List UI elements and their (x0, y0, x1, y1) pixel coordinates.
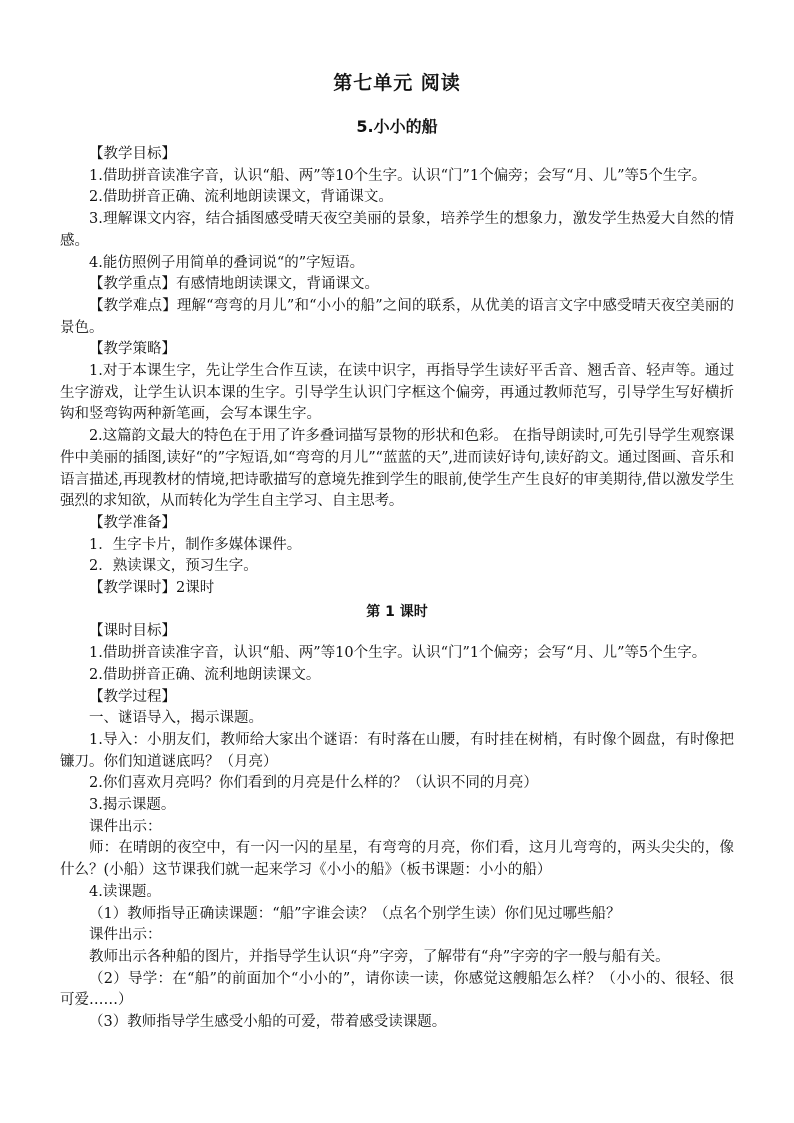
unit-title: 第七单元 阅读 (333, 72, 461, 94)
section-key-points: 【教学重点】有感情地朗读课文，背诵课文。 (89, 276, 379, 293)
paragraph: 2.你们喜欢月亮吗？你们看到的月亮是什么样的？（认识不同的月亮） (89, 775, 538, 792)
section-class-hours: 【教学课时】2课时 (89, 580, 215, 597)
section-heading-strategy: 【教学策略】 (89, 341, 176, 358)
paragraph: 教师出示各种船的图片，并指导学生认识“舟”字旁，了解带有“舟”字旁的字一般与船有关。 (89, 949, 670, 965)
paragraph: 3.揭示课题。 (89, 797, 176, 814)
paragraph: 3.理解课文内容，结合插图感受晴天夜空美丽的景象，培养学生的想象力，激发学生热爱大自然的情感。 (60, 211, 734, 249)
lesson-heading: 第 1 课时 (366, 604, 428, 620)
section-heading-lesson-goals: 【课时目标】 (89, 623, 176, 640)
paragraph: （1）教师指导正确读课题：“船”字谁会读？（点名个别学生读）你们见过哪些船？ (89, 905, 621, 922)
paragraph: 2．熟读课文，预习生字。 (89, 558, 258, 575)
paragraph: 1．生字卡片，制作多媒体课件。 (89, 536, 302, 553)
paragraph: 课件出示： (89, 818, 162, 835)
paragraph: 4.能仿照例子用简单的叠词说“的”字短语。 (89, 254, 365, 271)
paragraph: 1.导入：小朋友们，教师给大家出个谜语：有时落在山腰，有时挂在树梢，有时像个圆盘，有时像把镰刀。你们知道谜底吗？（月亮） (60, 731, 734, 770)
paragraph: 2.借助拼音正确、流利地朗读课文，背诵课文。 (89, 189, 393, 206)
paragraph: 1.对于本课生字，先让学生合作互读，在读中识字，再指导学生读好平舌音、翘舌音、轻声等。通过生字游戏，让学生认识本课的生字。引导学生认识门字框这个偏旁，再通过教师范写，引导学生写好横折钩和竖弯钩两种新笔画，会写本课生字。 (60, 363, 734, 423)
section-difficulties: 【教学难点】理解“弯弯的月儿”和“小小的船”之间的联系，从优美的语言文字中感受晴天夜空美丽的景色。 (60, 297, 734, 336)
paragraph: 4.读课题。 (89, 883, 161, 900)
paragraph: 1.借助拼音读准字音，认识“船、两”等10个生字。认识“门”1个偏旁；会写“月、儿”等5个生字。 (89, 645, 707, 662)
section-heading-goals: 【教学目标】 (89, 146, 176, 162)
paragraph: 一、谜语导入，揭示课题。 (89, 710, 263, 727)
paragraph: 2.这篇韵文最大的特色在于用了许多叠词描写景物的形状和色彩。 在指导朗读时,可先引导学生观察课件中美丽的插图,读好“的”字短语,如“弯弯的月儿”“蓝蓝的天”,进而读好诗句,读好韵文。通过图画、音乐和语言描述,再现教材的情境,把诗歌描写的意境先推到学生的眼前,使学生产生良好的审美期待,借以激发学生强烈的求知欲，从而转化为学生自主学习、自主思考。 (60, 428, 734, 510)
paragraph: 课件出示： (89, 927, 162, 944)
paragraph: （2）导学：在“船”的前面加个“小小的”，请你读一读，你感觉这艘船怎么样？（小小的、很轻、很可爱……） (60, 970, 734, 1009)
lesson-title: 5.小小的船 (356, 117, 438, 136)
paragraph: 2.借助拼音正确、流利地朗读课文。 (89, 666, 321, 683)
paragraph: 师：在晴朗的夜空中，有一闪一闪的星星，有弯弯的月亮，你们看，这月儿弯弯的，两头尖尖的，像什么？(小船）这节课我们就一起来学习《小小的船》（板书课题：小小的船） (60, 840, 734, 879)
section-heading-preparation: 【教学准备】 (89, 514, 176, 531)
section-heading-process: 【教学过程】 (89, 688, 176, 705)
paragraph: 1.借助拼音读准字音，认识“船、两”等10个生字。认识“门”1个偏旁；会写“月、儿”等5个生字。 (89, 167, 707, 184)
paragraph: （3）教师指导学生感受小船的可爱，带着感受读课题。 (89, 1014, 447, 1031)
document-body (60, 144, 734, 1034)
